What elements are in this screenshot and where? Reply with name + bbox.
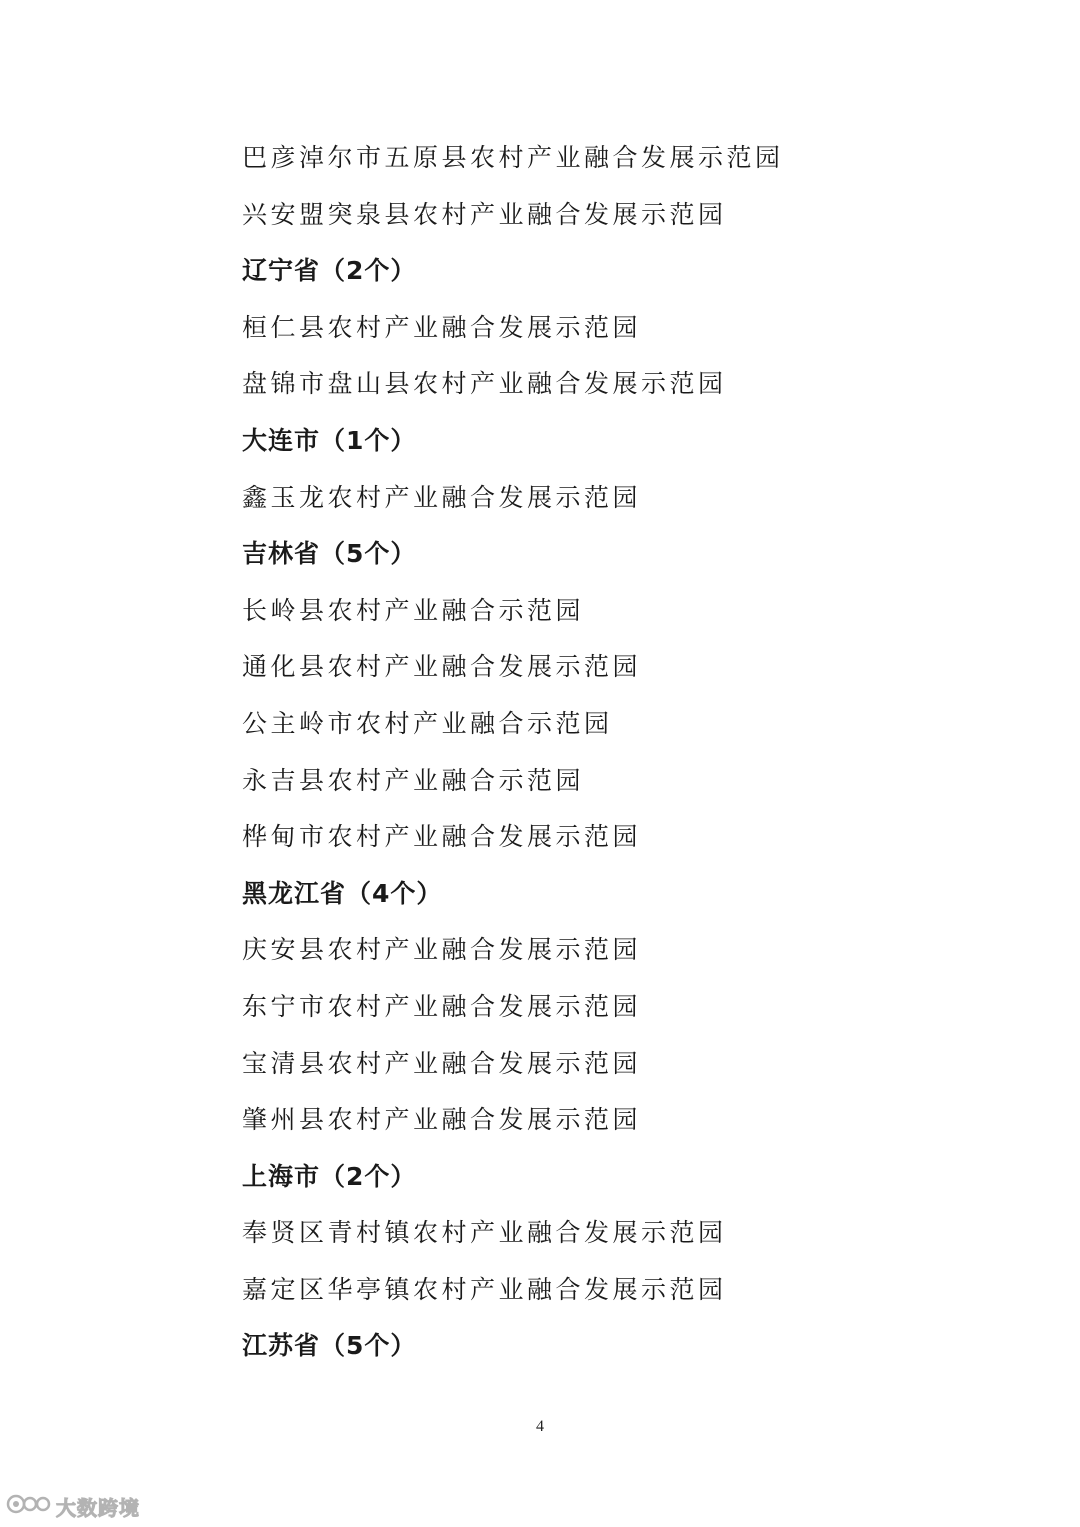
watermark-logo-icon	[6, 1491, 52, 1522]
section-heading: 辽宁省（2个）	[242, 256, 417, 286]
watermark-text: 大数跨境	[56, 1495, 140, 1520]
section-heading: 上海市（2个）	[242, 1161, 417, 1191]
section-heading: 大连市（1个）	[242, 425, 417, 455]
list-item: 永吉县农村产业融合示范园	[242, 765, 585, 795]
list-item: 长岭县农村产业融合示范园	[242, 595, 585, 625]
list-item: 宝清县农村产业融合发展示范园	[242, 1048, 642, 1078]
section-heading: 吉林省（5个）	[242, 539, 417, 569]
list-item: 公主岭市农村产业融合示范园	[242, 708, 613, 738]
list-item: 嘉定区华亭镇农村产业融合发展示范园	[242, 1274, 727, 1304]
page-number: 4	[536, 1418, 544, 1435]
document-body	[242, 130, 1002, 1375]
section-heading: 黑龙江省（4个）	[242, 878, 443, 908]
section-heading: 江苏省（5个）	[242, 1331, 417, 1361]
list-item: 桦甸市农村产业融合发展示范园	[242, 822, 642, 852]
list-item: 肇州县农村产业融合发展示范园	[242, 1105, 642, 1135]
list-item: 桓仁县农村产业融合发展示范园	[242, 312, 642, 342]
list-item: 盘锦市盘山县农村产业融合发展示范园	[242, 369, 727, 399]
list-item: 庆安县农村产业融合发展示范园	[242, 935, 642, 965]
list-item: 兴安盟突泉县农村产业融合发展示范园	[242, 199, 727, 229]
list-item: 奉贤区青村镇农村产业融合发展示范园	[242, 1218, 727, 1248]
list-item: 鑫玉龙农村产业融合发展示范园	[242, 482, 642, 512]
list-item: 巴彦淖尔市五原县农村产业融合发展示范园	[242, 143, 784, 172]
list-item: 通化县农村产业融合发展示范园	[242, 652, 642, 682]
list-item: 东宁市农村产业融合发展示范园	[242, 991, 642, 1021]
watermark	[6, 1491, 140, 1521]
